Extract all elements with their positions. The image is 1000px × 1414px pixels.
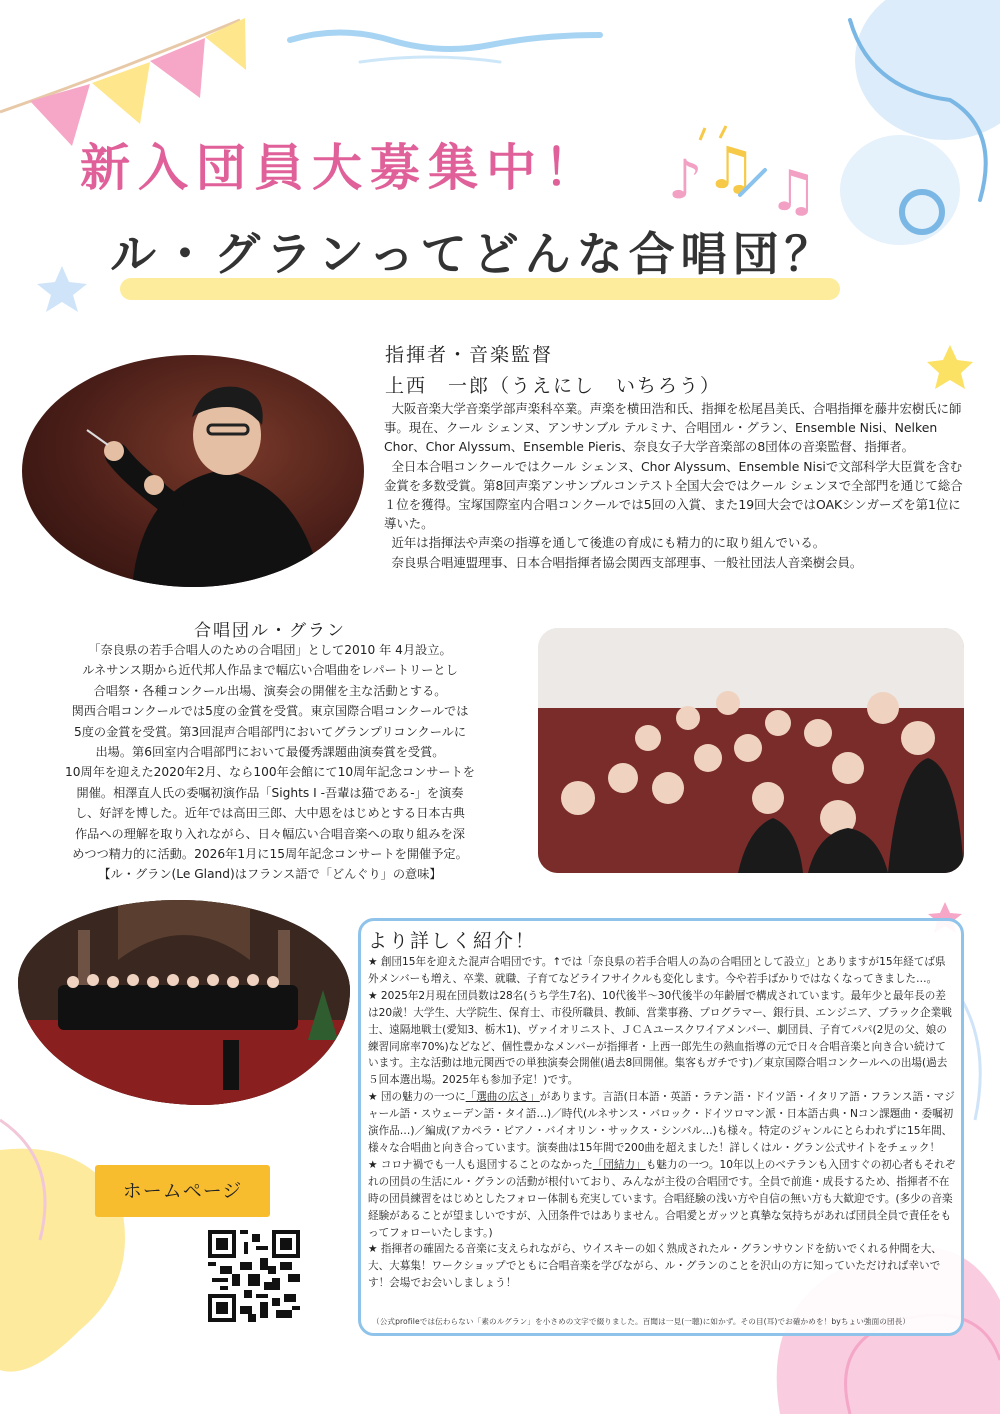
choir-line: めつつ精力的に活動。2026年1月に15周年記念コンサートを開催予定。 <box>72 847 468 862</box>
detail-text: があります。言語(日本語・英語・ラテン語・ドイツ語・イタリア語・フランス語・マジャール語・スウェーデン語・タイ語…)／時代(ルネサンス・バロック・ドイツロマン派・日本語古典・Nコン課題曲・委嘱初演作品…)／編成(アカペラ・ピアノ・バイオリン・サックス・シンバル…)も様々。特定のジャンルにとらわれずに15年間、様々な合唱曲と向き合っています。演奏曲は15年間で200曲を超えました！詳しくはル・グラン公式サイトをチェック！ <box>368 1091 955 1154</box>
conductor-illustration <box>22 355 364 587</box>
conductor-bio-paragraph: 近年は指揮法や声楽の指導を通して後進の育成にも精力的に取り組んでいる。 <box>391 535 826 551</box>
conductor-bio-paragraph: 奈良県合唱連盟理事、日本合唱指揮者協会関西支部理事、一般社団法人音楽樹会員。 <box>391 554 863 570</box>
qr-code-icon[interactable] <box>208 1230 300 1322</box>
detail-text: ★ 2025年2月現在団員数は28名(うち学生7名)、10代後半～30代後半の年齢層で構成されています。最年少と最年長の差は20歳！大学生、大学院生、保育士、市役所職員、教師、営業事務、プログラマー、銀行員、エンジニア、ブラック企業戦士、遠隔地戦士(愛知3、栃木1)、ヴァイオリニスト、ＪＣＡユースクワイアメンバー、劇団員、子育てパパ(2児の父、娘の練習同席率70%)などなど、個性豊かなメンバーが指揮者・上西一郎先生の熱血指導の元で日々合唱音楽と向き合い続けています。主な活動は地元関西での単独演奏会開催(過去8回開催。集客もガチです)／東京国際合唱コンクールへの出場(過去５回本選出場。2025年も参加予定！)です。 <box>368 989 952 1087</box>
detail-text: も魅力の一つ。10年以上のベテランも入団すぐの初心者もそれぞれの団員の生活にル・グランの活動が根付いており、みんなが主役の合唱団です。全員で前進・成長するため、指揮者不在時の団員練習をはじめとしたフォロー体制も充実しています。合唱経験の浅い方や自信の無い方も大歓迎です。(多少の音楽経験があることが望ましいですが、入団条件ではありません。合唱愛とガッツと真摯な気持ちがあれば団員全員で責任をもってフォローいたします。) <box>368 1158 956 1239</box>
page-title: 新入団員大募集中！ <box>80 139 602 197</box>
detail-highlight: 「選曲の広さ」 <box>465 1091 540 1104</box>
detail-text: ★ 団の魅力の一つに <box>368 1091 466 1104</box>
choir-line: 10周年を迎えた2020年2月、なら100年会館にて10周年記念コンサートを <box>65 765 475 780</box>
detail-text: ★ 創団15年を迎えた混声合唱団です。↑では「奈良県の若手合唱人の為の合唱団として設立」とありますが15年経てば県外メンバーも増え、卒業、就職、子育てなどライフサイクルも変化します。今や若手ばかりではなくなってきました…。 <box>368 956 946 985</box>
conductor-role: 指揮者・音楽監督 <box>385 344 554 366</box>
choir-line: 合唱祭・各種コンクール出場、演奏会の開催を主な活動とする。 <box>93 683 447 698</box>
detail-paragraph <box>368 1089 956 1157</box>
detail-paragraph <box>368 1157 956 1242</box>
detail-body <box>368 954 956 1292</box>
svg-text:♫: ♫ <box>768 159 819 224</box>
svg-text:♪: ♪ <box>668 148 703 211</box>
group-photo <box>538 628 964 873</box>
detail-footnote: （公式profileでは伝わらない「素のルグラン」を小さめの文字で綴りました。百聞は一見(一聴)に如かず。その目(耳)でお確かめを！byちょい強面の団長） <box>372 1317 911 1326</box>
choir-line: 5度の金賞を受賞。第3回混声合唱部門においてグランプリコンクールに <box>73 724 467 739</box>
detail-highlight: 「団結力」 <box>592 1158 646 1171</box>
svg-text:♫: ♫ <box>705 134 757 202</box>
choir-line: 関西合唱コンクールでは5度の金賞を受賞。東京国際合唱コンクールでは <box>71 704 469 719</box>
choir-line: 「奈良県の若手合唱人のための合唱団」として2010 年 4月設立。 <box>88 643 452 657</box>
detail-paragraph <box>368 988 956 1089</box>
choir-line: 出場。第6回室内合唱部門において最優秀課題曲演奏賞を受賞。 <box>95 745 445 760</box>
conductor-bio <box>384 399 968 572</box>
choir-heading: 合唱団ル・グラン <box>194 621 346 641</box>
choir-line: 開催。相澤直人氏の委嘱初演作品「Sights Ⅰ -吾輩は猫である-」を演奏 <box>76 785 464 800</box>
conductor-name: 上西 一郎（うえにし いちろう） <box>385 375 722 397</box>
choir-line: し、好評を博した。近年では高田三郎、大中恩をはじめとする日本古典 <box>75 806 465 821</box>
detail-paragraph <box>368 1241 956 1292</box>
conductor-bio-paragraph: 全日本合唱コンクールではクール シェンヌ、Chor Alyssum、Ensemble Nisiで文部科学大臣賞を含む金賞を多数受賞。第8回声楽アンサンブルコンテスト全国大会ではクール シェンヌで全部門を通じて総合１位を獲得。宝塚国際室内合唱コンクールでは5回の入賞、また19回大会ではOAKシンガーズを第1位に導いた。 <box>384 458 963 532</box>
page-subtitle: ル・グランってどんな合唱団？ <box>110 227 837 281</box>
detail-text: ★ コロナ禍でも一人も退団することのなかった <box>368 1158 593 1171</box>
choir-line: 作品への理解を取り入れながら、日々幅広い合唱音楽への取り組みを深 <box>75 826 465 841</box>
conductor-bio-paragraph: 大阪音楽大学音楽学部声楽科卒業。声楽を横田浩和氏、指揮を松尾昌美氏、合唱指揮を藤井宏樹氏に師事。現在、クール シェンヌ、アンサンブル テルミナ、合唱団ル・グラン、Ensemble Nisi、Nelken Chor、Chor Alyssum、Ensemble Pieris、奈良女子大学音楽部の8団体の音楽監督、指揮者。 <box>384 401 962 455</box>
choir-line: 【ル・グラン(Le Gland)はフランス語で「どんぐり」の意味】 <box>98 867 442 882</box>
qr-code-graphic <box>208 1230 300 1322</box>
detail-paragraph <box>368 954 956 988</box>
choir-line: ルネサンス期から近代邦人作品まで幅広い合唱曲をレパートリーとし <box>82 663 458 678</box>
group-photo-illustration <box>538 628 964 873</box>
conductor-photo <box>22 355 364 587</box>
detail-title: より詳しく紹介！ <box>368 930 537 952</box>
choir-description <box>18 640 522 885</box>
detail-text: ★ 指揮者の確固たる音楽に支えられながら、ウイスキーの如く熟成されたル・グランサウンドを紡いでくれる仲間を大、大、大募集！ワークショップでともに合唱音楽を学びながら、ル・グランのことを沢山の方に知っていただければ幸いです！会場でお会いしましょう！ <box>368 1243 942 1290</box>
homepage-label[interactable]: ホームページ <box>95 1165 270 1217</box>
